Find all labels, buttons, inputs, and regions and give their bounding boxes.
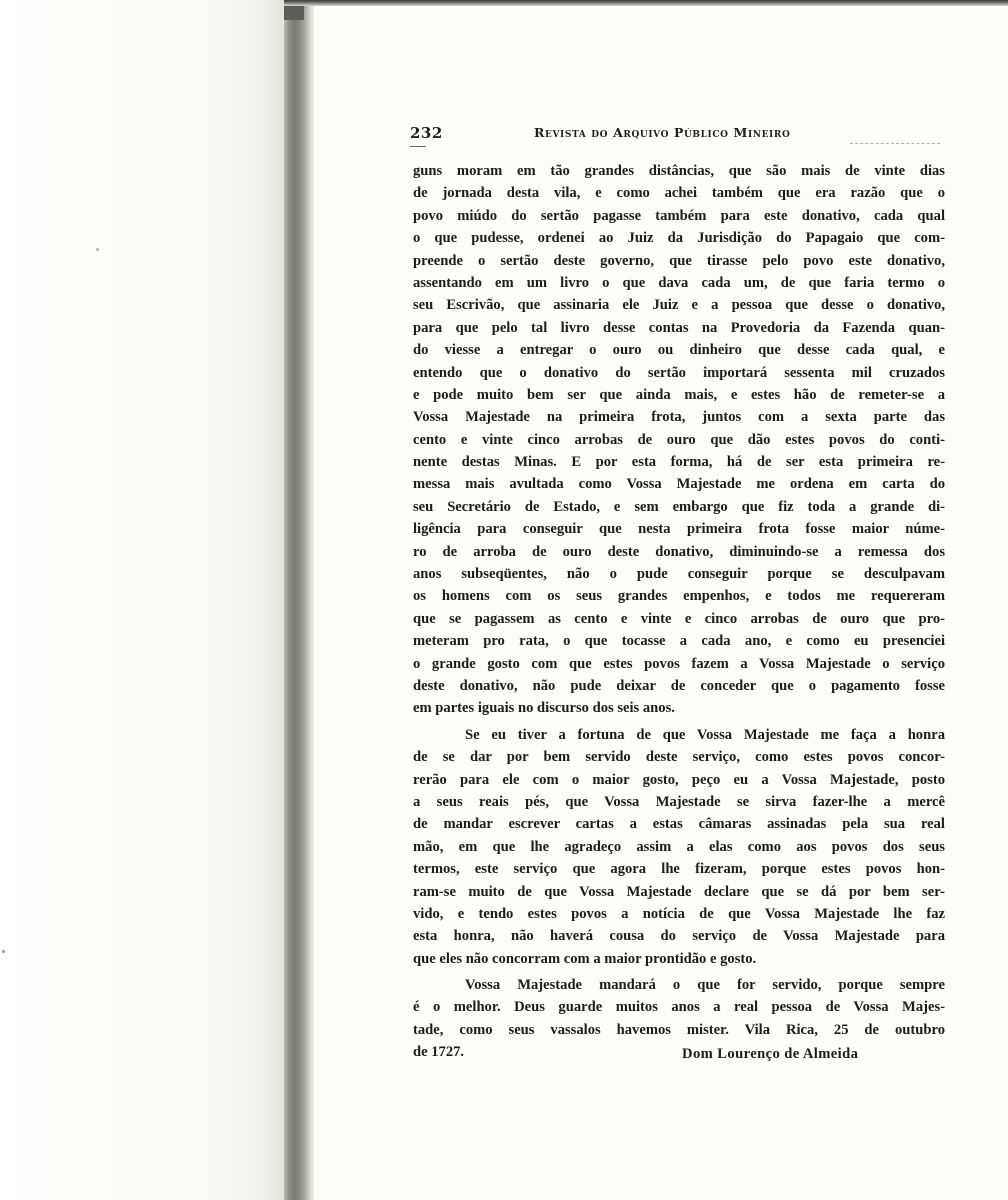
paragraph-1 [413,160,945,720]
text-line: nente destas Minas. E por esta forma, há de ser esta primeira re- [413,454,945,471]
text-line: anos subseqüentes, não o pude conseguir porque se desculpavam [413,566,945,583]
text-line: Vossa Majestade mandará o que for servido, porque sempre [465,977,945,994]
header-rule [850,143,940,145]
text-line: e pode muito bem ser que ainda mais, e estes hão de remeter-se a [413,386,945,403]
text-line: de jornada desta vila, e como achei também que era razão que o [413,185,945,202]
text-line: para que pelo tal livro desse contas na Provedoria da Fazenda quan- [413,319,945,336]
text-line: seu Escrivão, que assinaria ele Juiz e a pessoa que desse o donativo, [413,297,945,314]
paragraph-3 [413,974,945,1064]
text-line: preende o sertão deste governo, que tirasse pelo povo este donativo, [413,252,945,269]
text-line: deste donativo, não pude deixar de conceder que o pagamento fosse [413,677,945,694]
text-line: Se eu tiver a fortuna de que Vossa Majestade me faça a honra [465,726,945,743]
text-line: esta honra, não haverá cousa do serviço de Vossa Majestade para [413,928,945,945]
scan-speck [96,248,99,251]
text-line: em partes iguais no discurso dos seis anos. [413,700,675,717]
text-line: cento e vinte cinco arrobas de ouro que dão estes povos do conti- [413,431,945,448]
text-line: de mandar escrever cartas a estas câmaras assinadas pela sua real [413,816,945,833]
text-line: povo miúdo do sertão pagasse também para este donativo, cada qual [413,207,945,224]
paragraph-2 [413,724,945,970]
page-number-underline [410,146,426,147]
text-line: de se dar por bem servido deste serviço, como estes povos concor- [413,749,945,766]
text-line: ligência para conseguir que nesta primeira frota fosse maior núme- [413,521,945,538]
text-line: o que pudesse, ordenei ao Juiz da Jurisdição do Papagaio que com- [413,230,945,247]
running-title: Revista do Arquivo Público Mineiro [534,125,791,140]
text-line: o grande gosto com que estes povos fazem a Vossa Majestade o serviço [413,655,945,672]
text-line: vido, e tendo estes povos a notícia de que Vossa Majestade lhe faz [413,905,945,922]
scan-speck [2,950,5,953]
text-line: que eles não concorram com a maior prontidão e gosto. [413,950,757,967]
text-line: rerão para ele com o maior gosto, peço eu a Vossa Majestade, posto [413,771,945,788]
text-line: meteram pro rata, o que tocasse a cada ano, e como eu presenciei [413,633,945,650]
book-gutter-shadow [284,0,314,1200]
page-number: 232 [410,124,443,142]
text-line: é o melhor. Deus guarde muitos anos a real pessoa de Vossa Majes- [413,999,945,1016]
letter-body [413,160,945,1064]
signature-line: Dom Lourenço de Almeida [682,1046,859,1062]
text-line: entendo que o donativo do sertão importará sessenta mil cruzados [413,364,945,381]
text-line: seu Secretário de Estado, e sem embargo que fiz toda a grande di- [413,498,945,515]
text-line: ram-se muito de que Vossa Majestade declare que se dá por bem ser- [413,883,945,900]
text-line: assentando em um livro o que dava cada um, de que faria termo o [413,274,945,291]
text-line: os homens com os seus grandes empenhos, e todos me requereram [413,588,945,605]
text-line: do viesse a entregar o ouro ou dinheiro que desse cada qual, e [413,342,945,359]
text-line: Vossa Majestade na primeira frota, juntos com a sexta parte das [413,409,945,426]
text-line: guns moram em tão grandes distâncias, que são mais de vinte dias [413,163,945,179]
text-line: termos, este serviço que agora lhe fizeram, porque estes povos hon- [413,861,945,878]
text-line: de 1727. [413,1044,465,1061]
blank-left-page [0,0,284,1200]
text-line: messa mais avultada como Vossa Majestade me ordena em carta do [413,476,945,493]
text-line: mão, em que lhe agradeço assim a elas como aos povos dos seus [413,838,945,855]
text-line: ro de arroba de ouro deste donativo, diminuindo-se a remessa dos [413,543,945,560]
text-line: a seus reais pés, que Vossa Majestade se sirva fazer-lhe a mercê [413,793,945,810]
text-line: tade, como seus vassalos havemos mister. Vila Rica, 25 de outubro [413,1021,945,1038]
text-line: que se pagassem as cento e vinte e cinco arrobas de ouro que pro- [413,610,945,627]
